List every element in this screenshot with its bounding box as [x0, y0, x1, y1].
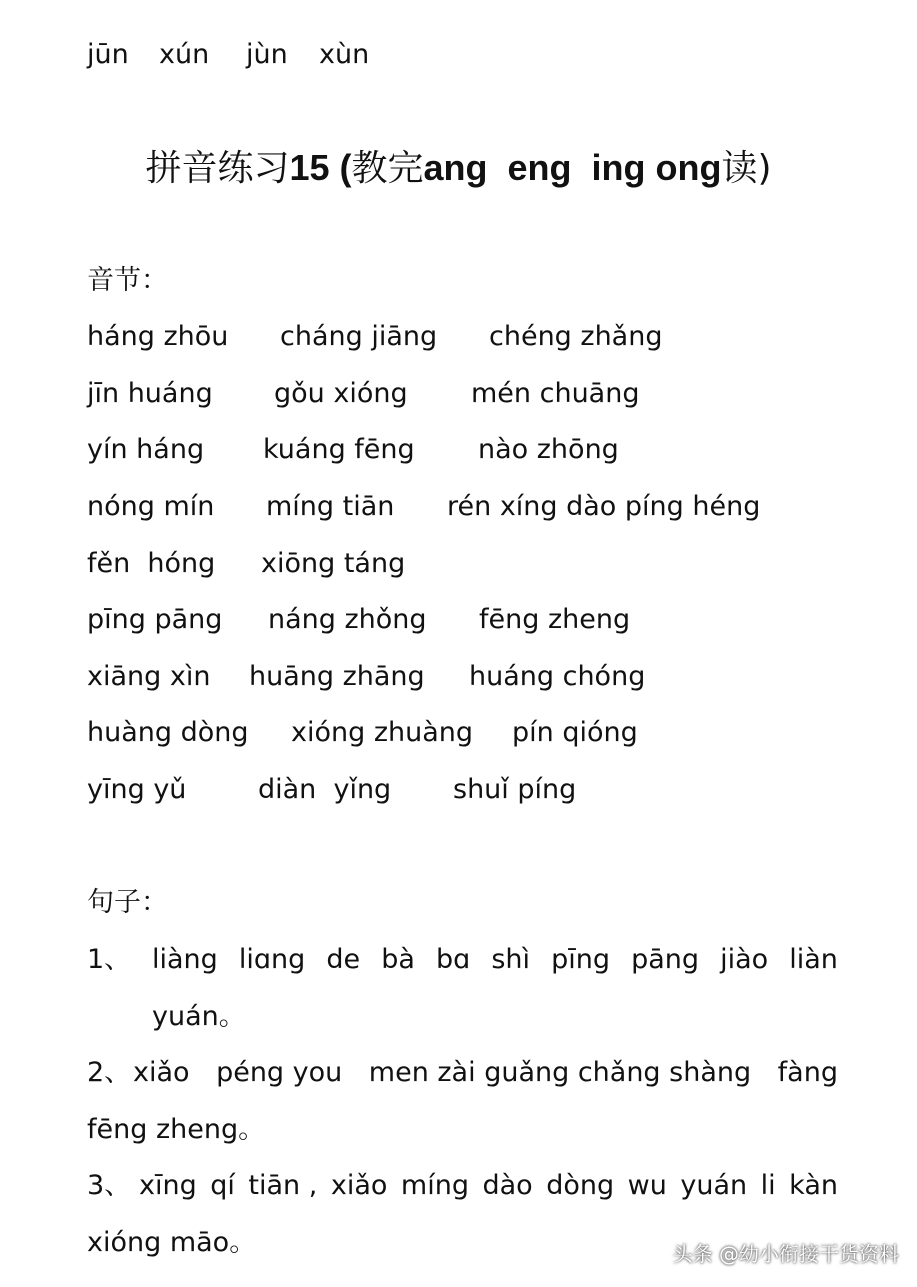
- pinyin-word: tiān ,: [248, 1170, 318, 1201]
- pinyin-word: li: [760, 1170, 776, 1201]
- syllable-word: xióng zhuàng: [291, 717, 474, 748]
- syllable-word: míng tiān: [266, 491, 395, 522]
- syllable-word: náng zhǒng: [268, 604, 427, 635]
- pinyin-word: xún: [159, 39, 210, 70]
- title-part1: 拼音练习: [145, 148, 290, 189]
- title-finals: ang eng ing ong: [423, 147, 722, 188]
- sentence-line: [139, 1169, 838, 1203]
- title-part2: 教完: [351, 148, 424, 189]
- pinyin-word: jùn: [246, 39, 288, 70]
- syllable-word: xiōng táng: [261, 548, 406, 579]
- syllable-word: fěn hóng: [87, 548, 216, 579]
- pinyin-word: liɑng: [238, 944, 306, 975]
- sentence-number: 2、: [87, 1057, 132, 1088]
- syllable-word: xiāng xìn: [87, 661, 211, 692]
- pinyin-word: liàn: [789, 944, 838, 975]
- pinyin-word: xùn: [319, 39, 370, 70]
- pinyin-word: yuán: [680, 1170, 748, 1201]
- pinyin-word: jūn: [87, 39, 129, 70]
- syllable-word: yīng yǔ: [87, 774, 187, 805]
- pinyin-word: bɑ: [435, 944, 471, 975]
- page-title: [0, 146, 917, 191]
- syllable-word: pín qióng: [512, 717, 638, 748]
- pinyin-word: xiǎo: [133, 1057, 190, 1088]
- syllable-word: huàng dòng: [87, 717, 249, 748]
- pinyin-word: wu: [627, 1170, 667, 1201]
- pinyin-word: qí: [210, 1170, 235, 1201]
- pinyin-word: pīng: [551, 944, 610, 975]
- syllable-word: jīn huáng: [87, 378, 213, 409]
- pinyin-word: péng you: [216, 1057, 343, 1088]
- syllable-word: nóng mín: [87, 491, 215, 522]
- syllable-word: shuǐ píng: [453, 774, 577, 805]
- syllable-word: pīng pāng: [87, 604, 223, 635]
- title-number: 15 (: [289, 147, 352, 188]
- pinyin-word: kàn: [789, 1170, 838, 1201]
- pinyin-word: míng: [400, 1170, 469, 1201]
- pinyin-word: de: [326, 944, 361, 975]
- syllable-word: yín háng: [87, 434, 205, 465]
- syllable-word: nào zhōng: [478, 434, 619, 465]
- pinyin-word: jiào: [720, 944, 769, 975]
- syllable-word: huāng zhāng: [249, 661, 425, 692]
- sentence-continuation: fēng zheng。: [87, 1114, 266, 1145]
- syllable-word: diàn yǐng: [258, 774, 392, 805]
- pinyin-word: pāng: [631, 944, 700, 975]
- watermark: 头条 @幼小衔接干货资料: [672, 1242, 899, 1266]
- sentences-label: 句子：: [87, 887, 168, 918]
- pinyin-word: xiǎo: [330, 1170, 388, 1201]
- sentence-number: 1、: [87, 944, 132, 975]
- pinyin-word: liàng: [152, 944, 218, 975]
- sentence-continuation: xióng māo。: [87, 1227, 257, 1258]
- syllable-word: chéng zhǎng: [489, 321, 663, 352]
- syllable-word: kuáng fēng: [263, 434, 415, 465]
- pinyin-word: xīng: [139, 1170, 197, 1201]
- sentence-number: 3、: [87, 1170, 132, 1201]
- title-part3: 读): [721, 148, 772, 189]
- syllable-word: gǒu xióng: [274, 378, 408, 409]
- pinyin-word: shì: [491, 944, 531, 975]
- pinyin-word: bà: [381, 944, 415, 975]
- syllables-label: 音节：: [87, 265, 168, 296]
- pinyin-word: men zài guǎng chǎng shàng: [368, 1057, 752, 1088]
- syllable-word: háng zhōu: [87, 321, 229, 352]
- syllable-word: rén xíng dào píng héng: [447, 491, 761, 522]
- pinyin-word: fàng: [777, 1057, 838, 1088]
- sentence-line: [152, 943, 838, 977]
- sentence-line: [133, 1056, 838, 1090]
- syllable-word: huáng chóng: [469, 661, 646, 692]
- sentence-continuation: yuán。: [152, 1001, 246, 1032]
- syllable-word: mén chuāng: [471, 378, 640, 409]
- syllable-word: cháng jiāng: [280, 321, 438, 352]
- pinyin-word: dào: [482, 1170, 533, 1201]
- pinyin-word: dòng: [546, 1170, 615, 1201]
- syllable-word: fēng zheng: [479, 604, 631, 635]
